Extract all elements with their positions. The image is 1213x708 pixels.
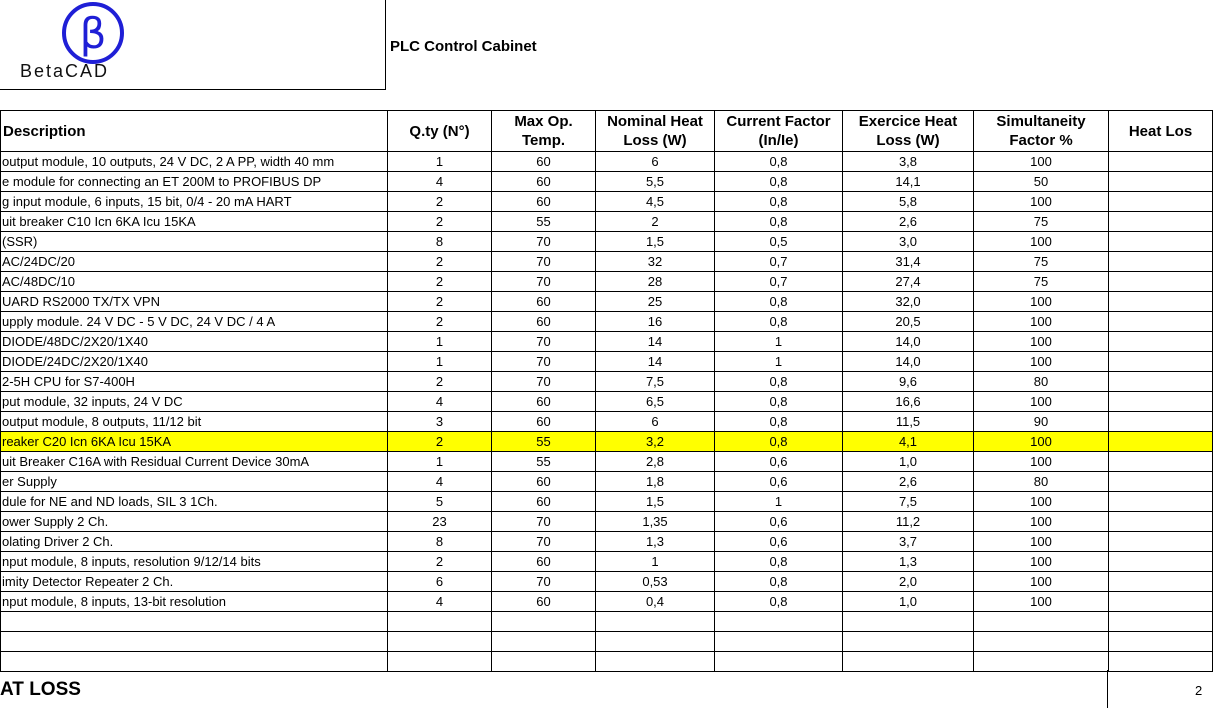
cell-qty[interactable]: 2 [388, 552, 492, 572]
cell-max-temp[interactable]: 70 [492, 572, 596, 592]
cell-nominal-heat-loss[interactable]: 1,35 [596, 512, 715, 532]
cell-max-temp[interactable]: 70 [492, 352, 596, 372]
cell-description[interactable]: nput module, 8 inputs, resolution 9/12/14 bits [1, 552, 388, 572]
cell-exercise-heat-loss[interactable]: 14,0 [843, 352, 974, 372]
cell-nominal-heat-loss[interactable]: 32 [596, 252, 715, 272]
cell-heat-loss[interactable] [1109, 352, 1213, 372]
cell-exercise-heat-loss[interactable]: 3,8 [843, 152, 974, 172]
cell-nominal-heat-loss[interactable]: 1,8 [596, 472, 715, 492]
cell-qty[interactable]: 2 [388, 292, 492, 312]
cell-heat-loss[interactable] [1109, 212, 1213, 232]
cell-description[interactable]: imity Detector Repeater 2 Ch. [1, 572, 388, 592]
table-row [1, 252, 1213, 272]
header-nominal-heat-loss: Nominal Heat Loss (W) [596, 111, 715, 152]
table-row [1, 612, 1213, 632]
cell-max-temp[interactable]: 70 [492, 252, 596, 272]
cell-exercise-heat-loss[interactable]: 14,0 [843, 332, 974, 352]
cell-description[interactable]: er Supply [1, 472, 388, 492]
cell-heat-loss[interactable] [1109, 472, 1213, 492]
cell-max-temp[interactable]: 60 [492, 192, 596, 212]
table-row [1, 212, 1213, 232]
table-body [1, 152, 1213, 672]
cell-exercise-heat-loss[interactable]: 27,4 [843, 272, 974, 292]
cell-heat-loss[interactable] [1109, 172, 1213, 192]
cell-nominal-heat-loss[interactable]: 2 [596, 212, 715, 232]
header-exercise-heat-loss: Exercice Heat Loss (W) [843, 111, 974, 152]
cell-qty[interactable]: 4 [388, 472, 492, 492]
cell-qty[interactable]: 2 [388, 212, 492, 232]
cell-qty[interactable]: 1 [388, 452, 492, 472]
table-row [1, 512, 1213, 532]
cell-current-factor[interactable] [715, 652, 843, 672]
header-simultaneity-factor: Simultaneity Factor % [974, 111, 1109, 152]
cell-qty[interactable]: 6 [388, 572, 492, 592]
cell-qty[interactable]: 2 [388, 252, 492, 272]
cell-qty[interactable]: 5 [388, 492, 492, 512]
table-row [1, 352, 1213, 372]
cell-description[interactable]: (SSR) [1, 232, 388, 252]
cell-max-temp[interactable]: 55 [492, 212, 596, 232]
cell-max-temp[interactable]: 60 [492, 552, 596, 572]
cell-current-factor[interactable]: 0,8 [715, 432, 843, 452]
cell-exercise-heat-loss[interactable]: 2,0 [843, 572, 974, 592]
cell-heat-loss[interactable] [1109, 272, 1213, 292]
table-row [1, 392, 1213, 412]
cell-max-temp[interactable]: 60 [492, 312, 596, 332]
table-row [1, 412, 1213, 432]
cell-simultaneity-factor[interactable]: 100 [974, 392, 1109, 412]
cell-qty[interactable]: 23 [388, 512, 492, 532]
cell-current-factor[interactable]: 0,8 [715, 592, 843, 612]
cell-heat-loss[interactable] [1109, 512, 1213, 532]
cell-current-factor[interactable]: 0,6 [715, 472, 843, 492]
cell-nominal-heat-loss[interactable]: 6 [596, 412, 715, 432]
cell-qty[interactable] [388, 632, 492, 652]
table-row [1, 172, 1213, 192]
cell-simultaneity-factor[interactable]: 100 [974, 492, 1109, 512]
cell-description[interactable]: DIODE/24DC/2X20/1X40 [1, 352, 388, 372]
cell-heat-loss[interactable] [1109, 252, 1213, 272]
cell-nominal-heat-loss[interactable]: 28 [596, 272, 715, 292]
cell-description[interactable]: UARD RS2000 TX/TX VPN [1, 292, 388, 312]
cell-current-factor[interactable]: 0,8 [715, 312, 843, 332]
cell-max-temp[interactable] [492, 632, 596, 652]
cell-exercise-heat-loss[interactable]: 7,5 [843, 492, 974, 512]
cell-nominal-heat-loss[interactable]: 5,5 [596, 172, 715, 192]
cell-max-temp[interactable]: 60 [492, 392, 596, 412]
cell-nominal-heat-loss[interactable] [596, 632, 715, 652]
cell-nominal-heat-loss[interactable]: 1,3 [596, 532, 715, 552]
cell-max-temp[interactable] [492, 612, 596, 632]
cell-description[interactable]: AC/48DC/10 [1, 272, 388, 292]
header-heat-loss: Heat Los [1109, 111, 1213, 152]
cell-simultaneity-factor[interactable]: 100 [974, 552, 1109, 572]
cell-max-temp[interactable]: 70 [492, 232, 596, 252]
cell-simultaneity-factor[interactable]: 100 [974, 432, 1109, 452]
cell-nominal-heat-loss[interactable]: 14 [596, 352, 715, 372]
cell-current-factor[interactable]: 0,7 [715, 272, 843, 292]
cell-simultaneity-factor[interactable]: 75 [974, 252, 1109, 272]
table-row [1, 592, 1213, 612]
cell-current-factor[interactable]: 0,8 [715, 572, 843, 592]
cell-simultaneity-factor[interactable]: 100 [974, 312, 1109, 332]
cell-heat-loss[interactable] [1109, 652, 1213, 672]
cell-qty[interactable]: 1 [388, 352, 492, 372]
cell-nominal-heat-loss[interactable]: 0,53 [596, 572, 715, 592]
cell-exercise-heat-loss[interactable]: 3,7 [843, 532, 974, 552]
cell-simultaneity-factor[interactable]: 100 [974, 232, 1109, 252]
cell-description[interactable]: output module, 8 outputs, 11/12 bit [1, 412, 388, 432]
cell-exercise-heat-loss[interactable]: 5,8 [843, 192, 974, 212]
cell-heat-loss[interactable] [1109, 552, 1213, 572]
cell-heat-loss[interactable] [1109, 572, 1213, 592]
cell-simultaneity-factor[interactable]: 100 [974, 352, 1109, 372]
cell-nominal-heat-loss[interactable]: 14 [596, 332, 715, 352]
cell-heat-loss[interactable] [1109, 592, 1213, 612]
table-row [1, 272, 1213, 292]
cell-simultaneity-factor[interactable] [974, 612, 1109, 632]
cell-exercise-heat-loss[interactable]: 1,0 [843, 452, 974, 472]
cell-heat-loss[interactable] [1109, 432, 1213, 452]
cell-nominal-heat-loss[interactable]: 2,8 [596, 452, 715, 472]
cell-qty[interactable] [388, 652, 492, 672]
cell-description[interactable]: 2-5H CPU for S7-400H [1, 372, 388, 392]
table-row [1, 332, 1213, 352]
cell-max-temp[interactable]: 70 [492, 372, 596, 392]
cell-qty[interactable]: 4 [388, 592, 492, 612]
cell-exercise-heat-loss[interactable]: 3,0 [843, 232, 974, 252]
cell-max-temp[interactable]: 70 [492, 272, 596, 292]
cell-max-temp[interactable]: 60 [492, 472, 596, 492]
cell-current-factor[interactable]: 0,7 [715, 252, 843, 272]
betacad-logo-icon [58, 2, 128, 64]
cell-nominal-heat-loss[interactable]: 6,5 [596, 392, 715, 412]
cell-current-factor[interactable]: 0,8 [715, 292, 843, 312]
cell-heat-loss[interactable] [1109, 312, 1213, 332]
cell-description[interactable]: output module, 10 outputs, 24 V DC, 2 A PP, width 40 mm [1, 152, 388, 172]
cell-exercise-heat-loss[interactable]: 11,2 [843, 512, 974, 532]
table-row [1, 492, 1213, 512]
cell-current-factor[interactable]: 0,8 [715, 372, 843, 392]
table-row [1, 232, 1213, 252]
cell-current-factor[interactable] [715, 632, 843, 652]
cell-qty[interactable]: 8 [388, 232, 492, 252]
cell-qty[interactable]: 1 [388, 332, 492, 352]
cell-qty[interactable]: 1 [388, 152, 492, 172]
logo-beta-symbol: β [79, 9, 107, 58]
cell-heat-loss[interactable] [1109, 392, 1213, 412]
cell-description[interactable]: upply module. 24 V DC - 5 V DC, 24 V DC / 4 A [1, 312, 388, 332]
cell-max-temp[interactable]: 70 [492, 332, 596, 352]
table-row [1, 632, 1213, 652]
cell-nominal-heat-loss[interactable]: 3,2 [596, 432, 715, 452]
cell-description[interactable]: nput module, 8 inputs, 13-bit resolution [1, 592, 388, 612]
cell-current-factor[interactable] [715, 612, 843, 632]
cell-description[interactable]: uit Breaker C16A with Residual Current Device 30mA [1, 452, 388, 472]
cell-simultaneity-factor[interactable]: 100 [974, 572, 1109, 592]
cell-qty[interactable]: 4 [388, 392, 492, 412]
cell-current-factor[interactable]: 1 [715, 332, 843, 352]
cell-max-temp[interactable]: 70 [492, 532, 596, 552]
table-row [1, 432, 1213, 452]
cell-heat-loss[interactable] [1109, 632, 1213, 652]
table-row [1, 372, 1213, 392]
cell-exercise-heat-loss[interactable] [843, 612, 974, 632]
cell-nominal-heat-loss[interactable] [596, 652, 715, 672]
cell-nominal-heat-loss[interactable]: 25 [596, 292, 715, 312]
cell-simultaneity-factor[interactable]: 75 [974, 272, 1109, 292]
logo-wordmark: BetaCAD [20, 61, 110, 81]
cell-description[interactable]: put module, 32 inputs, 24 V DC [1, 392, 388, 412]
cell-max-temp[interactable]: 70 [492, 512, 596, 532]
cell-nominal-heat-loss[interactable]: 7,5 [596, 372, 715, 392]
cell-description[interactable]: dule for NE and ND loads, SIL 3 1Ch. [1, 492, 388, 512]
cell-description[interactable]: DIODE/48DC/2X20/1X40 [1, 332, 388, 352]
footer-divider [1107, 670, 1108, 708]
cell-max-temp[interactable]: 55 [492, 432, 596, 452]
cell-description[interactable]: g input module, 6 inputs, 15 bit, 0/4 - 20 mA HART [1, 192, 388, 212]
cell-description[interactable]: e module for connecting an ET 200M to PROFIBUS DP [1, 172, 388, 192]
logo-box [0, 0, 386, 90]
cell-simultaneity-factor[interactable]: 100 [974, 332, 1109, 352]
table-row [1, 292, 1213, 312]
table-row [1, 312, 1213, 332]
cell-qty[interactable]: 8 [388, 532, 492, 552]
cell-exercise-heat-loss[interactable]: 32,0 [843, 292, 974, 312]
cell-simultaneity-factor[interactable]: 100 [974, 592, 1109, 612]
cell-max-temp[interactable]: 60 [492, 492, 596, 512]
cell-qty[interactable]: 2 [388, 432, 492, 452]
cell-heat-loss[interactable] [1109, 192, 1213, 212]
cell-simultaneity-factor[interactable]: 80 [974, 472, 1109, 492]
cell-current-factor[interactable]: 0,8 [715, 412, 843, 432]
cell-qty[interactable]: 2 [388, 312, 492, 332]
header-qty: Q.ty (N°) [388, 111, 492, 152]
cell-qty[interactable] [388, 612, 492, 632]
cell-nominal-heat-loss[interactable]: 1,5 [596, 492, 715, 512]
cell-current-factor[interactable]: 0,8 [715, 552, 843, 572]
cell-qty[interactable]: 2 [388, 192, 492, 212]
table-row [1, 192, 1213, 212]
table-row [1, 472, 1213, 492]
cell-description[interactable] [1, 652, 388, 672]
cell-nominal-heat-loss[interactable]: 16 [596, 312, 715, 332]
table-row [1, 152, 1213, 172]
cell-heat-loss[interactable] [1109, 452, 1213, 472]
cell-qty[interactable]: 4 [388, 172, 492, 192]
cell-description[interactable]: AC/24DC/20 [1, 252, 388, 272]
cell-exercise-heat-loss[interactable]: 11,5 [843, 412, 974, 432]
cell-nominal-heat-loss[interactable]: 0,4 [596, 592, 715, 612]
cell-exercise-heat-loss[interactable]: 1,0 [843, 592, 974, 612]
table-row [1, 652, 1213, 672]
cell-exercise-heat-loss[interactable]: 9,6 [843, 372, 974, 392]
cell-heat-loss[interactable] [1109, 332, 1213, 352]
cell-simultaneity-factor[interactable] [974, 632, 1109, 652]
document-title: PLC Control Cabinet [390, 38, 537, 55]
cell-simultaneity-factor[interactable]: 100 [974, 512, 1109, 532]
cell-simultaneity-factor[interactable]: 50 [974, 172, 1109, 192]
cell-simultaneity-factor[interactable]: 100 [974, 532, 1109, 552]
header-current-factor: Current Factor (In/Ie) [715, 111, 843, 152]
cell-exercise-heat-loss[interactable]: 20,5 [843, 312, 974, 332]
table-row [1, 452, 1213, 472]
header-row [1, 111, 1213, 152]
cell-qty[interactable]: 2 [388, 372, 492, 392]
page-number: 2 [1195, 683, 1203, 698]
cell-description[interactable]: ower Supply 2 Ch. [1, 512, 388, 532]
cell-simultaneity-factor[interactable] [974, 652, 1109, 672]
cell-current-factor[interactable]: 0,8 [715, 152, 843, 172]
heat-loss-table [0, 110, 1213, 672]
table-row [1, 532, 1213, 552]
table-row [1, 572, 1213, 592]
cell-current-factor[interactable]: 0,8 [715, 212, 843, 232]
cell-heat-loss[interactable] [1109, 492, 1213, 512]
cell-exercise-heat-loss[interactable]: 14,1 [843, 172, 974, 192]
cell-max-temp[interactable]: 60 [492, 172, 596, 192]
cell-simultaneity-factor[interactable]: 90 [974, 412, 1109, 432]
cell-current-factor[interactable]: 1 [715, 492, 843, 512]
cell-exercise-heat-loss[interactable]: 16,6 [843, 392, 974, 412]
header-max-temp: Max Op. Temp. [492, 111, 596, 152]
cell-heat-loss[interactable] [1109, 152, 1213, 172]
cell-nominal-heat-loss[interactable]: 1,5 [596, 232, 715, 252]
cell-heat-loss[interactable] [1109, 232, 1213, 252]
cell-description[interactable] [1, 632, 388, 652]
cell-max-temp[interactable] [492, 652, 596, 672]
cell-description[interactable] [1, 612, 388, 632]
header-description: Description [1, 111, 388, 152]
cell-current-factor[interactable]: 0,8 [715, 172, 843, 192]
cell-max-temp[interactable]: 55 [492, 452, 596, 472]
cell-simultaneity-factor[interactable]: 100 [974, 452, 1109, 472]
cell-qty[interactable]: 2 [388, 272, 492, 292]
cell-nominal-heat-loss[interactable] [596, 612, 715, 632]
cell-simultaneity-factor[interactable]: 100 [974, 152, 1109, 172]
cell-max-temp[interactable]: 60 [492, 412, 596, 432]
cell-description[interactable]: olating Driver 2 Ch. [1, 532, 388, 552]
cell-heat-loss[interactable] [1109, 292, 1213, 312]
cell-description[interactable]: reaker C20 Icn 6KA Icu 15KA [1, 432, 388, 452]
cell-max-temp[interactable]: 60 [492, 152, 596, 172]
cell-exercise-heat-loss[interactable] [843, 652, 974, 672]
cell-nominal-heat-loss[interactable]: 6 [596, 152, 715, 172]
cell-current-factor[interactable]: 0,8 [715, 392, 843, 412]
cell-description[interactable]: uit breaker C10 Icn 6KA Icu 15KA [1, 212, 388, 232]
cell-current-factor[interactable]: 0,6 [715, 452, 843, 472]
cell-current-factor[interactable]: 0,6 [715, 512, 843, 532]
cell-nominal-heat-loss[interactable]: 4,5 [596, 192, 715, 212]
cell-current-factor[interactable]: 0,5 [715, 232, 843, 252]
cell-exercise-heat-loss[interactable]: 4,1 [843, 432, 974, 452]
cell-heat-loss[interactable] [1109, 612, 1213, 632]
cell-max-temp[interactable]: 60 [492, 292, 596, 312]
cell-current-factor[interactable]: 0,6 [715, 532, 843, 552]
cell-current-factor[interactable]: 1 [715, 352, 843, 372]
cell-exercise-heat-loss[interactable]: 2,6 [843, 212, 974, 232]
cell-qty[interactable]: 3 [388, 412, 492, 432]
cell-heat-loss[interactable] [1109, 532, 1213, 552]
table-row [1, 552, 1213, 572]
cell-exercise-heat-loss[interactable] [843, 632, 974, 652]
cell-heat-loss[interactable] [1109, 372, 1213, 392]
cell-simultaneity-factor[interactable]: 75 [974, 212, 1109, 232]
cell-current-factor[interactable]: 0,8 [715, 192, 843, 212]
cell-exercise-heat-loss[interactable]: 31,4 [843, 252, 974, 272]
cell-simultaneity-factor[interactable]: 100 [974, 192, 1109, 212]
cell-exercise-heat-loss[interactable]: 1,3 [843, 552, 974, 572]
cell-simultaneity-factor[interactable]: 80 [974, 372, 1109, 392]
cell-simultaneity-factor[interactable]: 100 [974, 292, 1109, 312]
cell-heat-loss[interactable] [1109, 412, 1213, 432]
total-heat-loss-label: AT LOSS [0, 679, 81, 700]
cell-nominal-heat-loss[interactable]: 1 [596, 552, 715, 572]
cell-exercise-heat-loss[interactable]: 2,6 [843, 472, 974, 492]
cell-max-temp[interactable]: 60 [492, 592, 596, 612]
